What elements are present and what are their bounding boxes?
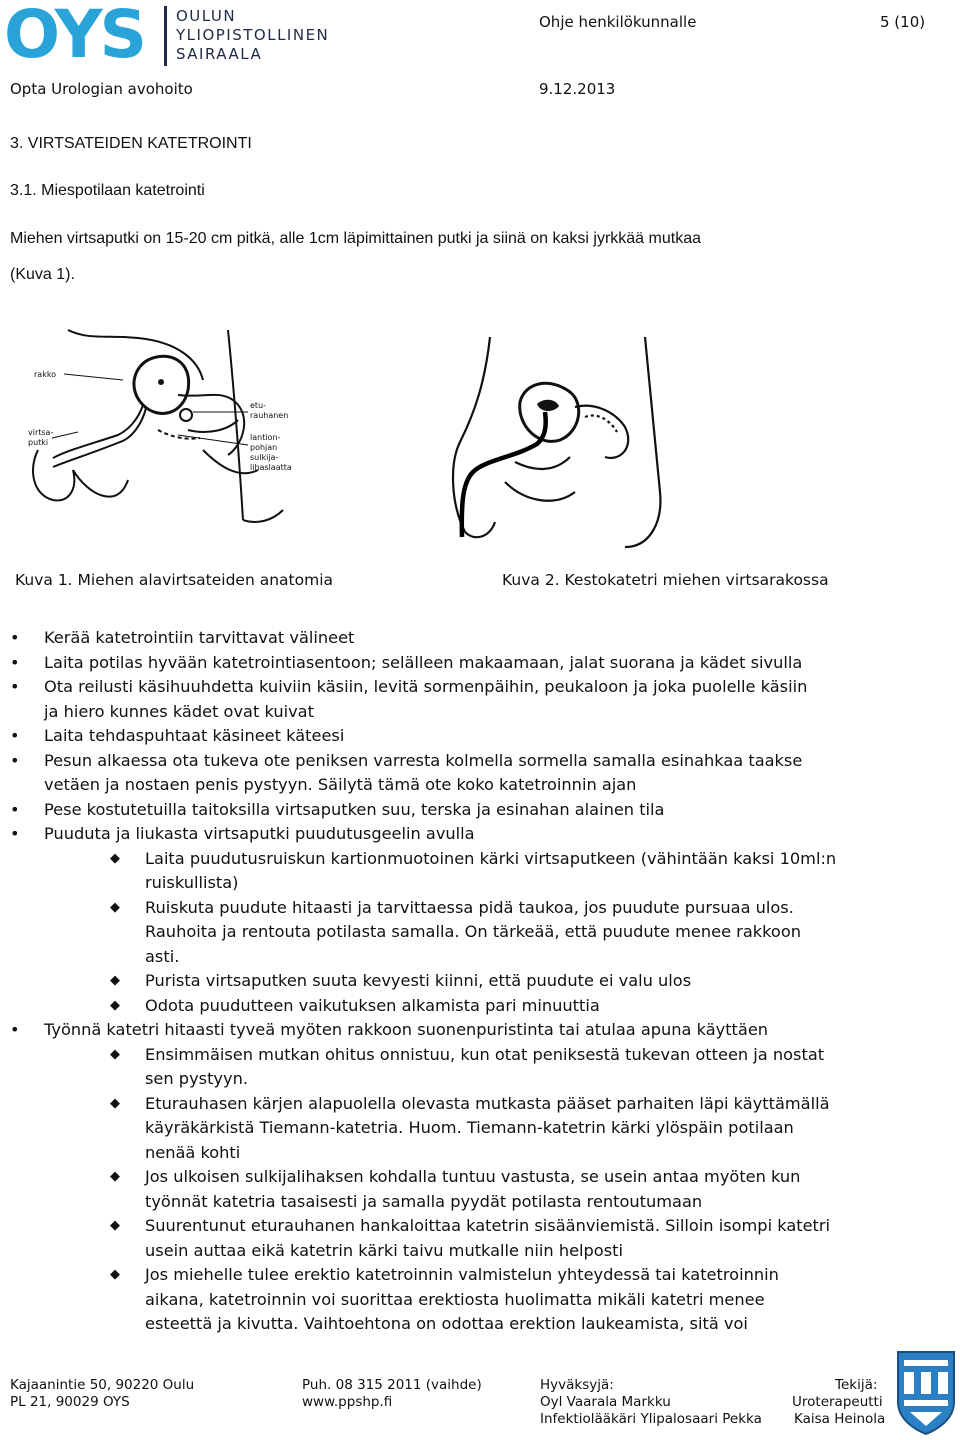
diamond-bullet-icon: ◆ <box>110 1095 120 1111</box>
org-name-line-2: YLIOPISTOLLINEN <box>176 26 330 44</box>
sub-list-item <box>10 847 940 896</box>
sub-list-item-text: Suurentunut eturauhanen hankaloittaa katetrin sisäänviemistä. Silloin isompi katetri <box>145 1216 831 1235</box>
bullet-icon: • <box>10 628 20 647</box>
list-item <box>10 798 940 823</box>
oys-logo: OYS <box>4 0 145 73</box>
figure-2-caption: Kuva 2. Kestokatetri miehen virtsarakossa <box>502 571 829 589</box>
list-item-text: Pese kostutetuilla taitoksilla virtsaputken suu, terska ja esinahan alainen tila <box>44 799 665 819</box>
sub-list-item-text: käyräkärkistä Tiemann-katetria. Huom. Tiemann-katetrin kärki ylöspäin potilaan <box>145 1118 794 1137</box>
sub-list-item-text: ruiskullista) <box>145 873 239 892</box>
sub-list-item-text: Jos miehelle tulee erektio katetroinnin valmistelun yhteydessä tai katetroinnin <box>145 1265 779 1284</box>
org-name-line-1: OULUN <box>176 7 237 25</box>
sub-list-item <box>10 1263 940 1337</box>
list-item-text: Ota reilusti käsihuuhdetta kuiviin käsiin, levitä sormenpäihin, peukaloon ja joka puolelle käsiin <box>44 677 808 696</box>
sub-list-item-text: aikana, katetroinnin voi suorittaa erektiosta huolimatta mikäli katetri menee <box>145 1289 765 1309</box>
anatomy-illustration <box>28 320 318 550</box>
diamond-bullet-icon: ◆ <box>110 1169 120 1184</box>
list-item <box>10 675 940 724</box>
sub-list-item <box>10 1043 940 1092</box>
bullet-icon: • <box>10 726 20 745</box>
sub-list-item-text: työnnät katetria tasaisesti ja samalla pyydät potilasta rentoutumaan <box>145 1191 703 1211</box>
label-pelvic-4: lihaslaatta <box>250 463 292 472</box>
catheter-illustration <box>445 332 675 552</box>
sub-list-item <box>10 969 940 994</box>
label-prostate-1: etu- <box>250 401 267 410</box>
list-item-text: ja hiero kunnes kädet ovat kuivat <box>44 701 314 721</box>
sub-list-item-text: Ensimmäisen mutkan ohitus onnistuu, kun otat peniksestä tukevan otteen ja nostat <box>145 1044 825 1064</box>
label-pelvic-1: lantion- <box>250 433 281 442</box>
footer-author-name: Kaisa Heinola <box>794 1411 886 1427</box>
bullet-icon: • <box>10 652 20 672</box>
sub-list-item-text: Jos ulkoisen sulkijalihaksen kohdalla tuntuu vastusta, se usein antaa myöten kun <box>145 1167 801 1186</box>
list-item <box>10 749 940 798</box>
sub-list-item-text: asti. <box>145 946 180 966</box>
bullet-icon: • <box>10 824 20 843</box>
bullet-icon: • <box>10 799 20 819</box>
sub-list-item <box>10 1092 940 1166</box>
intro-line-2: (Kuva 1). <box>10 266 75 283</box>
footer-address-2: PL 21, 90029 OYS <box>10 1394 130 1410</box>
org-name-line-3: SAIRAALA <box>176 45 263 63</box>
sub-list-item-text: sen pystyyn. <box>145 1069 248 1088</box>
footer-approver-1: Oyl Vaarala Markku <box>540 1394 671 1410</box>
sub-list-item-text: Laita puudutusruiskun kartionmuotoinen kärki virtsaputkeen (vähintään kaksi 10ml:n <box>145 848 837 868</box>
sub-list-item-text: Ruiskuta puudute hitaasti ja tarvittaessa pidä taukoa, jos puudute pursuaa ulos. <box>145 897 794 917</box>
sub-list-item-text: Rauhoita ja rentouta potilasta samalla. On tärkeää, että puudute menee rakkoon <box>145 922 801 941</box>
sub-list-item-text: Purista virtsaputken suuta kevyesti kiinni, että puudute ei valu ulos <box>145 971 692 990</box>
footer-phone: Puh. 08 315 2011 (vaihde) <box>302 1377 482 1393</box>
footer-approver-2: Infektiolääkäri Ylipalosaari Pekka <box>540 1411 762 1427</box>
list-item-text: Puuduta ja liukasta virtsaputki puudutusgeelin avulla <box>44 824 475 843</box>
diamond-bullet-icon: ◆ <box>110 899 120 915</box>
page-number: 5 (10) <box>880 13 926 31</box>
list-item-text: Pesun alkaessa ota tukeva ote peniksen varresta kolmella sormella samalla esinahkaa taakse <box>44 750 803 770</box>
footer-author-label: Tekijä: <box>835 1377 878 1393</box>
sub-list-item-text: Odota puudutteen vaikutuksen alkamista pari minuuttia <box>145 995 600 1015</box>
logo-divider <box>164 6 167 66</box>
diamond-bullet-icon: ◆ <box>110 1218 120 1233</box>
list-item <box>10 822 940 847</box>
footer-author-role: Uroterapeutti <box>792 1394 883 1410</box>
district-crest-icon <box>896 1350 956 1436</box>
diamond-bullet-icon: ◆ <box>110 997 120 1013</box>
sub-list-item <box>10 1214 940 1263</box>
subsection-heading: 3.1. Miespotilaan katetrointi <box>10 182 205 199</box>
figure-1-caption: Kuva 1. Miehen alavirtsateiden anatomia <box>15 571 333 589</box>
instruction-list <box>10 626 940 1337</box>
list-item <box>10 724 940 749</box>
sub-list-item <box>10 1165 940 1214</box>
footer-address-1: Kajaanintie 50, 90220 Oulu <box>10 1377 195 1393</box>
sub-list-item-text: nenää kohti <box>145 1142 241 1162</box>
label-urethra-1: virtsa- <box>28 428 54 437</box>
label-pelvic-3: sulkija- <box>250 453 279 462</box>
list-item-text: Laita tehdaspuhtaat käsineet käteesi <box>44 726 345 745</box>
list-item-text: vetäen ja nostaen penis pystyyn. Säilytä tämä ote koko katetroinnin ajan <box>44 775 637 794</box>
sub-list-item <box>10 994 940 1019</box>
list-item-text: Laita potilas hyvään katetrointiasentoon; selälleen makaamaan, jalat suorana ja kädet sivulla <box>44 652 803 672</box>
list-item <box>10 651 940 676</box>
label-bladder: rakko <box>34 370 57 379</box>
bullet-icon: • <box>10 677 20 696</box>
unit-name: Opta Urologian avohoito <box>10 80 193 98</box>
list-item-text: Kerää katetrointiin tarvittavat välineet <box>44 628 355 647</box>
footer-approver-label: Hyväksyjä: <box>540 1377 614 1393</box>
sub-list-item <box>10 896 940 970</box>
list-item <box>10 626 940 651</box>
diamond-bullet-icon: ◆ <box>110 973 120 988</box>
intro-line-1: Miehen virtsaputki on 15-20 cm pitkä, alle 1cm läpimittainen putki ja siinä on kaksi jyrkkää mutkaa <box>10 230 701 247</box>
diamond-bullet-icon: ◆ <box>110 1267 120 1282</box>
sub-list-item-text: usein auttaa eikä katetrin kärki taivu mutkalle niin helposti <box>145 1240 623 1260</box>
document-type: Ohje henkilökunnalle <box>539 13 697 31</box>
diamond-bullet-icon: ◆ <box>110 1046 120 1062</box>
bullet-icon: • <box>10 1020 20 1039</box>
sub-list-item-text: esteettä ja kivutta. Vaihtoehtona on odottaa erektion laukeamista, sitä voi <box>145 1314 748 1333</box>
list-item-text: Työnnä katetri hitaasti tyveä myöten rakkoon suonenpuristinta tai atulaa apuna käyttäen <box>44 1020 769 1039</box>
sub-list-item-text: Eturauhasen kärjen alapuolella olevasta mutkasta pääset parhaiten läpi käyttämällä <box>145 1093 830 1113</box>
label-pelvic-2: pohjan <box>250 443 278 452</box>
bullet-icon: • <box>10 750 20 770</box>
label-urethra-2: putki <box>28 438 49 447</box>
section-heading: 3. VIRTSATEIDEN KATETROINTI <box>10 135 252 152</box>
label-prostate-2: rauhanen <box>250 411 289 420</box>
document-date: 9.12.2013 <box>539 80 616 98</box>
list-item <box>10 1018 940 1043</box>
diamond-bullet-icon: ◆ <box>110 850 120 866</box>
footer-website: www.ppshp.fi <box>302 1394 393 1410</box>
